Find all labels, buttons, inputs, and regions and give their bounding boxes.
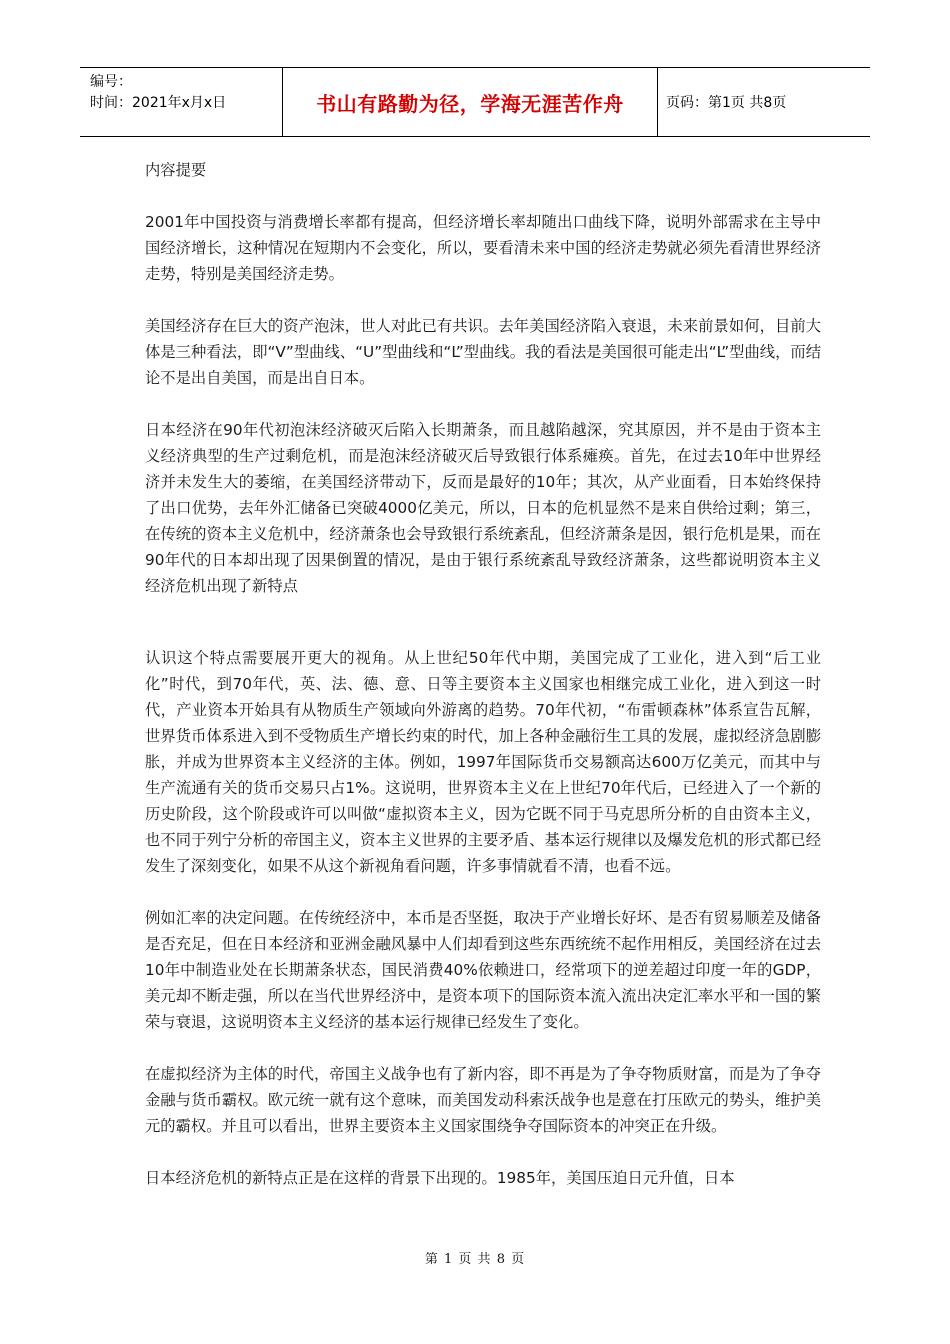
paragraph-6: 在虚拟经济为主体的时代，帝国主义战争也有了新内容，即不再是为了争夺物质财富，而是为了争夺金融与货币霸权。欧元统一就有这个意味，而美国发动科索沃战争也是意在打压欧元的势头，维护美元的霸权。并且可以看出，世界主要资本主义国家围绕争夺国际资本的冲突正在升级。 [145, 1065, 821, 1135]
document-number-label: 编号： [90, 74, 132, 90]
paragraph-1: 2001年中国投资与消费增长率都有提高，但经济增长率却随出口曲线下降，说明外部需求在主导中国经济增长，这种情况在短期内不会变化，所以，要看清未来中国的经济走势就必须先看清世界经济走势，特别是美国经济走势。 [145, 213, 821, 283]
paragraph-7: 日本经济危机的新特点正是在这样的背景下出现的。1985年，美国压迫日元升值，日本 [145, 1169, 735, 1187]
header-page-info: 页码：第1页 共8页 [666, 95, 787, 111]
page-header [80, 67, 870, 137]
header-meta [80, 68, 282, 136]
paragraph-3: 日本经济在90年代初泡沫经济破灭后陷入长期萧条，而且越陷越深，究其原因，并不是由于资本主义经济典型的生产过剩危机，而是泡沫经济破灭后导致银行体系瘫痪。首先，在过去10年中世界经济并未发生大的萎缩，在美国经济带动下，反而是最好的10年；其次，从产业面看，日本始终保持了出口优势，去年外汇储备已突破4000亿美元，所以，日本的危机显然不是来自供给过剩；第三，在传统的资本主义危机中，经济萧条也会导致银行系统紊乱，但经济萧条是因，银行危机是果，而在90年代的日本却出现了因果倒置的情况，是由于银行系统紊乱导致经济萧条，这些都说明资本主义经济危机出现了新特点 [145, 421, 821, 595]
document-body [145, 157, 821, 1217]
page-footer-number: 第 1 页 共 8 页 [424, 1252, 526, 1267]
section-title: 内容提要 [145, 161, 207, 179]
header-motto: 书山有路勤为径，学海无涯苦作舟 [282, 68, 658, 136]
paragraph-5: 例如汇率的决定问题。在传统经济中，本币是否坚挺，取决于产业增长好坏、是否有贸易顺差及储备是否充足，但在日本经济和亚洲金融风暴中人们却看到这些东西统统不起作用相反，美国经济在过去10年中制造业处在长期萧条状态，国民消费40%依赖进口，经常项下的逆差超过印度一年的GDP，美元却不断走强，所以在当代世界经济中，是资本项下的国际资本流入流出决定汇率水平和一国的繁荣与衰退，这说明资本主义经济的基本运行规律已经发生了变化。 [145, 909, 821, 1031]
paragraph-2: 美国经济存在巨大的资产泡沫，世人对此已有共识。去年美国经济陷入衰退，未来前景如何，目前大体是三种看法，即“V”型曲线、“U”型曲线和“L”型曲线。我的看法是美国很可能走出“L”型曲线，而结论不是出自美国，而是出自日本。 [145, 317, 821, 387]
document-date: 时间：2021年x月x日 [90, 95, 227, 111]
paragraph-4: 认识这个特点需要展开更大的视角。从上世纪50年代中期，美国完成了工业化，进入到“后工业化”时代，到70年代，英、法、德、意、日等主要资本主义国家也相继完成工业化，进入到这一时代，产业资本开始具有从物质生产领域向外游离的趋势。70年代初，“布雷顿森林”体系宣告瓦解，世界货币体系进入到不受物质生产增长约束的时代，加上各种金融衍生工具的发展，虚拟经济急剧膨胀，并成为世界资本主义经济的主体。例如，1997年国际货币交易额高达600万亿美元，而其中与生产流通有关的货币交易只占1%。这说明，世界资本主义在上世纪70年代后，已经进入了一个新的历史阶段，这个阶段或许可以叫做“虚拟资本主义，因为它既不同于马克思所分析的自由资本主义，也不同于列宁分析的帝国主义，资本主义世界的主要矛盾、基本运行规律以及爆发危机的形式都已经发生了深刻变化，如果不从这个新视角看问题，许多事情就看不清，也看不远。 [145, 649, 821, 875]
